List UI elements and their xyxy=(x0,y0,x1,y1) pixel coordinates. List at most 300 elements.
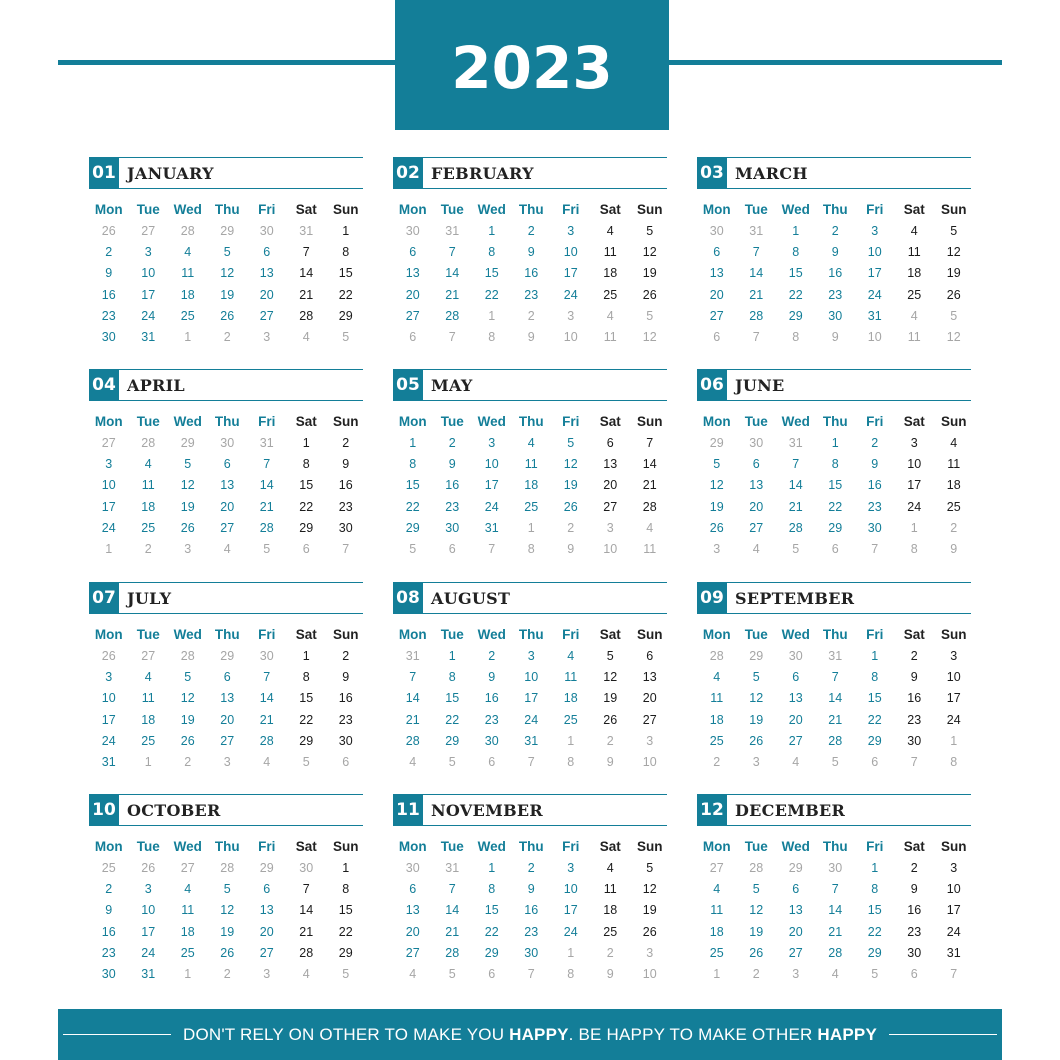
day-cell-adjacent-month: 3 xyxy=(263,329,271,344)
day-cell: 19 xyxy=(749,712,764,727)
day-cell-adjacent-month: 4 xyxy=(831,966,839,981)
day-cell: 19 xyxy=(709,499,724,514)
month-block xyxy=(89,369,363,560)
day-cell: 1 xyxy=(302,649,310,663)
month-name: OCTOBER xyxy=(127,800,221,820)
day-cell: 9 xyxy=(527,882,535,897)
day-cell: 7 xyxy=(263,670,271,685)
month-block xyxy=(697,794,971,985)
day-cell: 23 xyxy=(524,287,539,302)
day-cell: 21 xyxy=(445,287,460,302)
weekday-header: Tue xyxy=(744,202,768,217)
day-cell-adjacent-month: 5 xyxy=(950,308,958,323)
day-cell-adjacent-month: 9 xyxy=(606,966,614,981)
month-name: NOVEMBER xyxy=(431,800,544,820)
day-cell: 30 xyxy=(338,520,353,535)
day-grid xyxy=(393,624,667,773)
footer-text-2: . BE HAPPY TO MAKE OTHER xyxy=(568,1024,818,1044)
day-cell: 29 xyxy=(299,520,314,535)
day-cell: 21 xyxy=(259,712,274,727)
day-cell: 8 xyxy=(448,670,456,685)
day-cell: 20 xyxy=(220,712,235,727)
day-cell-adjacent-month: 5 xyxy=(302,754,310,769)
day-cell-adjacent-month: 9 xyxy=(831,329,839,344)
day-cell-adjacent-month: 1 xyxy=(144,754,152,769)
day-cell-adjacent-month: 29 xyxy=(788,861,803,875)
footer-text-1: DON'T RELY ON OTHER TO MAKE YOU xyxy=(182,1024,510,1044)
day-cell-adjacent-month: 6 xyxy=(488,966,496,981)
day-cell-adjacent-month: 29 xyxy=(749,649,764,663)
weekday-header: Sun xyxy=(333,202,359,217)
day-cell: 24 xyxy=(946,924,961,939)
day-cell: 17 xyxy=(563,903,578,918)
day-cell: 15 xyxy=(484,266,499,281)
weekday-header: Sat xyxy=(599,202,621,217)
day-cell: 15 xyxy=(867,691,882,706)
day-cell-adjacent-month: 2 xyxy=(752,966,760,981)
weekday-header: Thu xyxy=(214,839,240,854)
day-cell-adjacent-month: 3 xyxy=(263,966,271,981)
day-cell-adjacent-month: 8 xyxy=(567,754,575,769)
weekday-header: Sun xyxy=(333,414,359,429)
day-cell: 23 xyxy=(338,712,353,727)
day-cell: 7 xyxy=(752,245,760,260)
day-cell: 4 xyxy=(950,436,958,450)
day-cell: 29 xyxy=(299,733,314,748)
day-cell: 28 xyxy=(828,733,843,748)
month-block xyxy=(89,582,363,773)
day-cell: 9 xyxy=(342,670,350,685)
month-number: 07 xyxy=(89,582,119,614)
day-cell-adjacent-month: 6 xyxy=(910,966,918,981)
day-cell-adjacent-month: 8 xyxy=(567,966,575,981)
weekday-header: Sat xyxy=(903,627,925,642)
footer-quote xyxy=(183,1025,877,1045)
day-cell: 5 xyxy=(223,245,231,260)
day-cell: 14 xyxy=(259,478,274,493)
day-cell-adjacent-month: 27 xyxy=(141,224,156,238)
day-cell-adjacent-month: 31 xyxy=(445,224,460,238)
day-cell: 26 xyxy=(180,520,195,535)
day-cell-adjacent-month: 2 xyxy=(223,329,231,344)
day-cell-adjacent-month: 3 xyxy=(792,966,800,981)
day-grid xyxy=(697,199,971,348)
weekday-header: Mon xyxy=(94,627,123,642)
weekday-header: Tue xyxy=(744,627,768,642)
month-header xyxy=(393,157,667,189)
day-cell-adjacent-month: 1 xyxy=(950,733,958,748)
day-cell: 10 xyxy=(946,670,961,685)
weekday-header: Thu xyxy=(518,839,544,854)
day-cell: 6 xyxy=(713,245,721,260)
weekday-header: Fri xyxy=(258,202,276,217)
day-cell-adjacent-month: 5 xyxy=(871,966,879,981)
day-cell: 29 xyxy=(828,520,843,535)
day-cell-adjacent-month: 30 xyxy=(405,861,420,875)
day-cell: 16 xyxy=(867,478,882,493)
day-cell: 16 xyxy=(524,266,539,281)
day-cell: 26 xyxy=(749,945,764,960)
day-cell: 17 xyxy=(563,266,578,281)
day-cell-adjacent-month: 31 xyxy=(299,224,314,238)
day-cell: 26 xyxy=(642,924,657,939)
month-block xyxy=(697,369,971,560)
day-cell: 13 xyxy=(709,266,724,281)
day-cell: 31 xyxy=(141,329,156,344)
day-cell: 24 xyxy=(141,308,156,323)
day-cell: 17 xyxy=(141,924,156,939)
day-cell: 15 xyxy=(788,266,803,281)
day-cell-adjacent-month: 1 xyxy=(713,966,721,981)
day-cell: 9 xyxy=(910,670,918,685)
weekday-header: Mon xyxy=(702,839,731,854)
day-cell: 30 xyxy=(484,733,499,748)
day-cell: 18 xyxy=(141,499,156,514)
day-cell: 8 xyxy=(488,882,496,897)
day-cell-adjacent-month: 5 xyxy=(831,754,839,769)
day-grid xyxy=(393,836,667,985)
day-cell: 28 xyxy=(749,308,764,323)
weekday-header: Sun xyxy=(941,414,967,429)
day-cell: 11 xyxy=(564,670,578,685)
weekday-header: Thu xyxy=(822,627,848,642)
day-cell: 26 xyxy=(180,733,195,748)
day-cell: 22 xyxy=(484,287,499,302)
day-cell: 31 xyxy=(867,308,882,323)
weekday-header: Tue xyxy=(440,202,464,217)
day-cell: 4 xyxy=(606,224,614,238)
weekday-header: Tue xyxy=(440,627,464,642)
month-block xyxy=(393,582,667,773)
day-cell-adjacent-month: 28 xyxy=(709,649,724,663)
day-cell: 18 xyxy=(603,903,618,918)
day-cell-adjacent-month: 3 xyxy=(646,945,654,960)
day-cell-adjacent-month: 5 xyxy=(448,966,456,981)
month-number: 06 xyxy=(697,369,727,401)
day-grid xyxy=(89,411,363,560)
day-cell-adjacent-month: 5 xyxy=(342,329,350,344)
day-cell: 2 xyxy=(871,436,879,450)
day-cell: 29 xyxy=(338,308,353,323)
day-cell: 27 xyxy=(642,712,657,727)
day-cell-adjacent-month: 30 xyxy=(828,861,843,875)
day-cell: 19 xyxy=(180,712,195,727)
day-cell: 7 xyxy=(831,882,839,897)
day-cell-adjacent-month: 3 xyxy=(606,520,614,535)
day-cell-adjacent-month: 5 xyxy=(448,754,456,769)
day-cell: 27 xyxy=(709,308,724,323)
day-cell: 30 xyxy=(907,945,922,960)
month-header xyxy=(697,582,971,614)
day-cell: 31 xyxy=(524,733,539,748)
day-cell: 25 xyxy=(563,712,578,727)
day-cell: 22 xyxy=(867,924,882,939)
day-cell: 21 xyxy=(749,287,764,302)
day-cell: 7 xyxy=(302,882,310,897)
month-number: 02 xyxy=(393,157,423,189)
day-cell: 14 xyxy=(828,903,843,918)
day-cell-adjacent-month: 4 xyxy=(409,966,417,981)
day-cell: 1 xyxy=(488,861,496,875)
day-cell: 23 xyxy=(101,945,116,960)
month-block xyxy=(89,794,363,985)
day-cell: 27 xyxy=(259,945,274,960)
day-cell: 23 xyxy=(828,287,843,302)
day-cell: 8 xyxy=(302,457,310,472)
weekday-header: Tue xyxy=(440,414,464,429)
day-cell-adjacent-month: 4 xyxy=(302,329,310,344)
weekday-header: Fri xyxy=(562,627,580,642)
day-cell: 29 xyxy=(867,945,882,960)
month-name: MAY xyxy=(431,375,473,395)
day-cell: 28 xyxy=(259,733,274,748)
day-cell-adjacent-month: 30 xyxy=(709,224,724,238)
day-cell: 4 xyxy=(184,245,192,260)
day-cell: 14 xyxy=(788,478,803,493)
day-cell-adjacent-month: 7 xyxy=(448,329,456,344)
day-cell: 8 xyxy=(871,882,879,897)
day-cell: 25 xyxy=(603,287,618,302)
day-cell: 25 xyxy=(141,520,156,535)
day-cell: 17 xyxy=(141,287,156,302)
weekday-header: Wed xyxy=(781,839,810,854)
day-cell: 11 xyxy=(710,691,724,706)
weekday-header: Sun xyxy=(941,627,967,642)
day-cell-adjacent-month: 3 xyxy=(184,541,192,556)
weekday-header: Wed xyxy=(477,839,506,854)
weekday-header: Thu xyxy=(518,627,544,642)
month-block xyxy=(393,157,667,348)
month-number: 05 xyxy=(393,369,423,401)
day-cell: 4 xyxy=(144,670,152,685)
day-cell: 16 xyxy=(907,903,922,918)
day-cell-adjacent-month: 10 xyxy=(867,329,882,344)
day-cell: 30 xyxy=(101,966,116,981)
day-cell: 3 xyxy=(950,861,958,875)
day-cell-adjacent-month: 31 xyxy=(828,649,843,663)
day-cell: 28 xyxy=(788,520,803,535)
day-cell: 1 xyxy=(342,861,350,875)
day-cell: 3 xyxy=(527,649,535,663)
day-cell-adjacent-month: 3 xyxy=(752,754,760,769)
month-number: 10 xyxy=(89,794,119,826)
day-cell: 22 xyxy=(405,499,420,514)
day-cell: 26 xyxy=(749,733,764,748)
day-cell-adjacent-month: 7 xyxy=(488,541,496,556)
weekday-header: Tue xyxy=(136,414,160,429)
day-cell: 12 xyxy=(749,903,764,918)
day-cell: 16 xyxy=(101,287,116,302)
day-cell-adjacent-month: 29 xyxy=(259,861,274,875)
day-cell: 28 xyxy=(299,945,314,960)
weekday-header: Sat xyxy=(903,202,925,217)
day-cell: 30 xyxy=(524,945,539,960)
month-header xyxy=(393,582,667,614)
day-cell-adjacent-month: 7 xyxy=(527,966,535,981)
day-cell-adjacent-month: 30 xyxy=(259,649,274,663)
day-cell: 5 xyxy=(646,224,654,238)
day-cell: 20 xyxy=(749,499,764,514)
day-cell-adjacent-month: 28 xyxy=(141,436,156,450)
day-cell: 14 xyxy=(642,457,657,472)
day-cell: 9 xyxy=(448,457,456,472)
day-cell: 10 xyxy=(563,245,578,260)
day-cell: 13 xyxy=(788,691,803,706)
month-number: 01 xyxy=(89,157,119,189)
day-cell: 19 xyxy=(603,691,618,706)
day-cell-adjacent-month: 5 xyxy=(342,966,350,981)
day-cell: 20 xyxy=(709,287,724,302)
weekday-header: Thu xyxy=(214,414,240,429)
day-cell-adjacent-month: 6 xyxy=(342,754,350,769)
month-header xyxy=(89,157,363,189)
day-cell-adjacent-month: 8 xyxy=(950,754,958,769)
day-cell: 15 xyxy=(299,691,314,706)
day-cell: 3 xyxy=(105,457,113,472)
day-cell: 20 xyxy=(642,691,657,706)
day-cell: 1 xyxy=(409,436,417,450)
day-cell-adjacent-month: 10 xyxy=(603,541,618,556)
month-number: 04 xyxy=(89,369,119,401)
day-cell: 22 xyxy=(445,712,460,727)
day-cell: 2 xyxy=(342,649,350,663)
day-cell-adjacent-month: 1 xyxy=(184,966,192,981)
day-cell-adjacent-month: 29 xyxy=(180,436,195,450)
day-cell: 8 xyxy=(792,245,800,260)
day-cell: 7 xyxy=(409,670,417,685)
day-cell: 9 xyxy=(488,670,496,685)
footer-banner xyxy=(58,1009,1002,1060)
day-grid xyxy=(89,199,363,348)
day-cell: 24 xyxy=(484,499,499,514)
day-cell-adjacent-month: 10 xyxy=(642,754,657,769)
day-cell-adjacent-month: 31 xyxy=(788,436,803,450)
day-cell: 25 xyxy=(907,287,922,302)
day-cell: 17 xyxy=(484,478,499,493)
day-cell: 6 xyxy=(606,436,614,450)
month-number: 09 xyxy=(697,582,727,614)
day-cell: 5 xyxy=(646,861,654,875)
day-grid xyxy=(89,836,363,985)
weekday-header: Thu xyxy=(518,414,544,429)
day-grid xyxy=(393,411,667,560)
day-cell: 5 xyxy=(184,457,192,472)
month-header xyxy=(89,369,363,401)
weekday-header: Wed xyxy=(781,414,810,429)
day-cell: 11 xyxy=(603,882,617,897)
day-cell: 21 xyxy=(828,712,843,727)
day-cell: 6 xyxy=(752,457,760,472)
weekday-header: Fri xyxy=(258,414,276,429)
day-cell: 21 xyxy=(299,287,314,302)
day-cell: 3 xyxy=(871,224,879,238)
day-cell: 19 xyxy=(220,924,235,939)
day-cell-adjacent-month: 7 xyxy=(752,329,760,344)
weekday-header: Sat xyxy=(295,627,317,642)
day-cell: 8 xyxy=(409,457,417,472)
day-cell-adjacent-month: 4 xyxy=(409,754,417,769)
day-cell-adjacent-month: 8 xyxy=(527,541,535,556)
day-cell-adjacent-month: 2 xyxy=(527,308,535,323)
day-cell-adjacent-month: 27 xyxy=(180,861,195,875)
weekday-header: Wed xyxy=(173,414,202,429)
day-cell-adjacent-month: 5 xyxy=(409,541,417,556)
day-cell: 16 xyxy=(338,691,353,706)
month-block xyxy=(697,157,971,348)
day-cell-adjacent-month: 30 xyxy=(788,649,803,663)
day-cell: 22 xyxy=(338,287,353,302)
day-cell-adjacent-month: 28 xyxy=(220,861,235,875)
day-cell-adjacent-month: 6 xyxy=(831,541,839,556)
weekday-header: Fri xyxy=(258,839,276,854)
day-cell-adjacent-month: 1 xyxy=(105,541,113,556)
day-cell-adjacent-month: 5 xyxy=(646,308,654,323)
weekday-header: Fri xyxy=(562,839,580,854)
day-cell: 8 xyxy=(871,670,879,685)
day-cell: 2 xyxy=(105,245,113,260)
day-cell: 17 xyxy=(946,903,961,918)
month-block xyxy=(393,369,667,560)
day-cell: 22 xyxy=(338,924,353,939)
day-cell-adjacent-month: 7 xyxy=(950,966,958,981)
day-cell: 24 xyxy=(141,945,156,960)
day-cell: 11 xyxy=(907,245,921,260)
day-cell: 21 xyxy=(642,478,657,493)
day-cell: 11 xyxy=(947,457,961,472)
day-cell: 21 xyxy=(828,924,843,939)
day-cell: 27 xyxy=(220,733,235,748)
day-cell-adjacent-month: 8 xyxy=(910,541,918,556)
day-cell-adjacent-month: 1 xyxy=(527,520,535,535)
weekday-header: Wed xyxy=(173,627,202,642)
day-cell-adjacent-month: 4 xyxy=(263,754,271,769)
day-cell: 7 xyxy=(831,670,839,685)
day-cell: 18 xyxy=(524,478,539,493)
day-cell: 11 xyxy=(710,903,724,918)
month-number: 11 xyxy=(393,794,423,826)
day-cell: 30 xyxy=(101,329,116,344)
day-cell: 10 xyxy=(563,882,578,897)
day-cell-adjacent-month: 2 xyxy=(713,754,721,769)
weekday-header: Tue xyxy=(744,839,768,854)
day-cell-adjacent-month: 29 xyxy=(220,224,235,238)
day-cell: 15 xyxy=(338,266,353,281)
day-cell-adjacent-month: 1 xyxy=(567,945,575,960)
day-cell: 17 xyxy=(867,266,882,281)
day-cell: 29 xyxy=(788,308,803,323)
weekday-header: Sat xyxy=(295,414,317,429)
day-cell-adjacent-month: 6 xyxy=(871,754,879,769)
day-cell: 13 xyxy=(405,903,420,918)
day-cell-adjacent-month: 2 xyxy=(144,541,152,556)
weekday-header: Tue xyxy=(136,627,160,642)
weekday-header: Fri xyxy=(562,202,580,217)
day-cell: 11 xyxy=(524,457,538,472)
day-cell: 1 xyxy=(871,861,879,875)
weekday-header: Sun xyxy=(637,414,663,429)
day-cell: 25 xyxy=(603,924,618,939)
day-cell-adjacent-month: 10 xyxy=(563,329,578,344)
day-cell: 24 xyxy=(907,499,922,514)
day-cell: 22 xyxy=(828,499,843,514)
month-header xyxy=(697,794,971,826)
day-cell: 1 xyxy=(792,224,800,238)
day-cell: 5 xyxy=(567,436,575,450)
weekday-header: Thu xyxy=(822,839,848,854)
day-cell-adjacent-month: 9 xyxy=(567,541,575,556)
day-cell: 25 xyxy=(141,733,156,748)
day-cell-adjacent-month: 2 xyxy=(567,520,575,535)
